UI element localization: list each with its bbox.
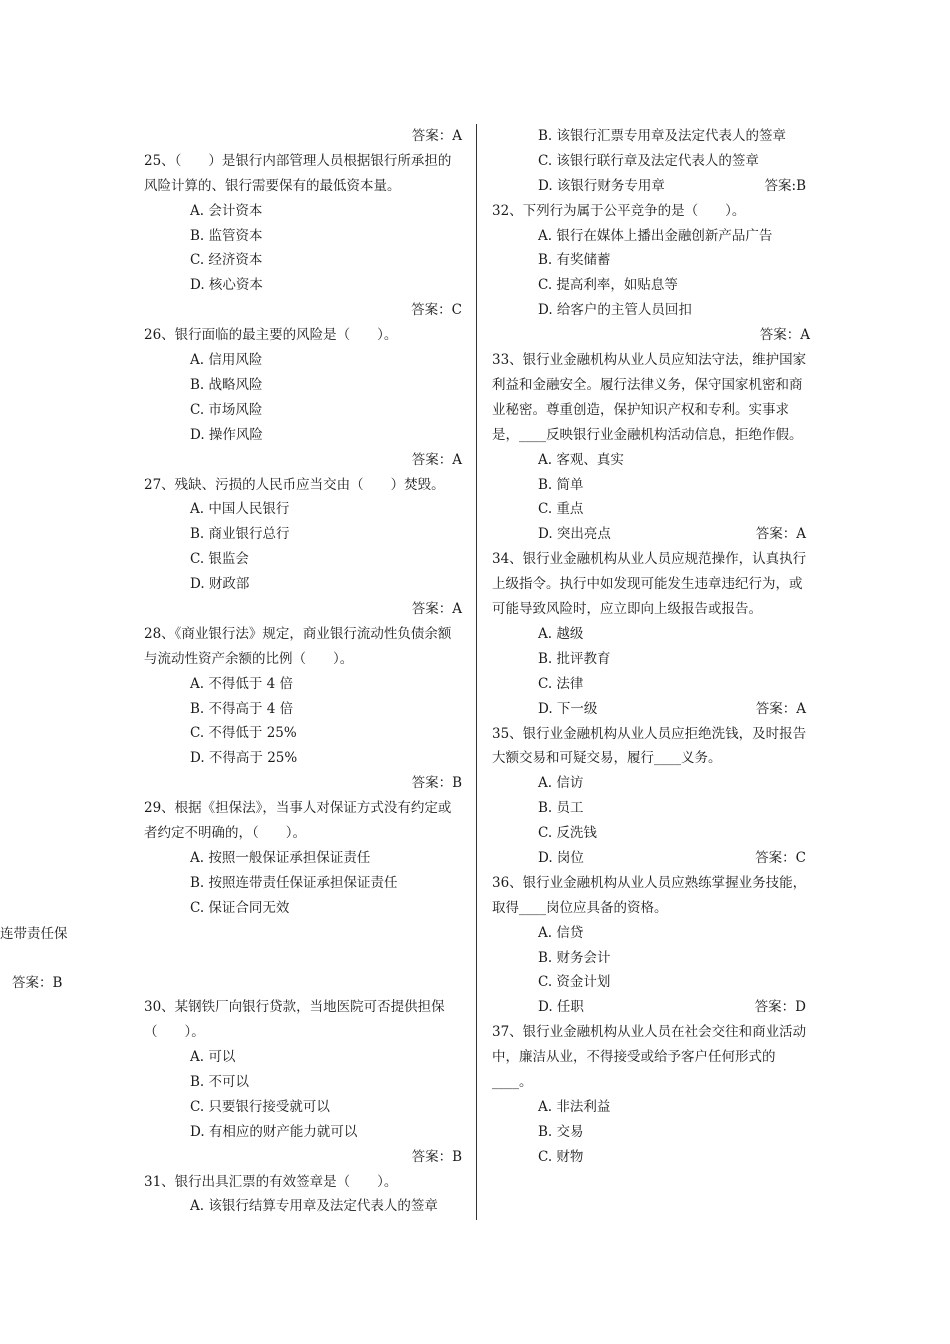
question-label: 26、银行面临的最主要的风险是（ ）。 bbox=[144, 327, 398, 344]
answer-key bbox=[492, 323, 810, 348]
option-label: B. 批评教育 bbox=[538, 650, 611, 667]
option-label: C. 提高利率，如贴息等 bbox=[538, 277, 678, 294]
answer-label: 答案：A bbox=[759, 327, 810, 344]
answer-option bbox=[492, 124, 810, 149]
question-text bbox=[492, 199, 810, 224]
question-text bbox=[492, 1020, 810, 1095]
question-text bbox=[492, 348, 810, 448]
question-label: 31、银行出具汇票的有效签章是（ ）。 bbox=[144, 1173, 398, 1190]
answer-option bbox=[492, 522, 810, 547]
answer-option bbox=[144, 348, 462, 373]
right-column bbox=[492, 124, 810, 1170]
answer-key: 答案：D bbox=[754, 999, 806, 1016]
option-label: C. 反洗钱 bbox=[538, 825, 597, 842]
answer-option bbox=[492, 771, 810, 796]
answer-option bbox=[492, 448, 810, 473]
stray-text-fragment: 连带责任保 bbox=[0, 926, 68, 942]
spacer bbox=[144, 946, 462, 971]
option-label: D. 突出亮点 bbox=[538, 526, 611, 543]
option-label: B. 该银行汇票专用章及法定代表人的签章 bbox=[538, 128, 787, 144]
question-label: 29、根据《担保法》，当事人对保证方式没有约定或者约定不明确的，（ ）。 bbox=[144, 800, 452, 842]
option-label: A. 可以 bbox=[190, 1049, 236, 1066]
answer-key: 答案：C bbox=[755, 849, 806, 866]
answer-key bbox=[144, 124, 462, 149]
option-label: B. 不可以 bbox=[190, 1074, 250, 1090]
option-label: D. 给客户的主管人员回扣 bbox=[538, 302, 692, 319]
question-label: 30、某钢铁厂向银行贷款，当地医院可否提供担保（ ）。 bbox=[144, 999, 445, 1041]
answer-option bbox=[492, 995, 810, 1020]
question-label: 36、银行业金融机构从业人员应熟练掌握业务技能，取得____岗位应具备的资格。 bbox=[492, 874, 807, 916]
answer-key: 答案：A bbox=[755, 526, 806, 543]
answer-option bbox=[492, 1095, 810, 1120]
answer-option bbox=[144, 697, 462, 722]
answer-key: 答案：A bbox=[755, 700, 806, 717]
answer-label: 答案：A bbox=[411, 600, 462, 617]
question-label: 27、残缺、污损的人民币应当交由（ ）焚毁。 bbox=[144, 476, 445, 493]
answer-option bbox=[492, 970, 810, 995]
question-text bbox=[144, 473, 462, 498]
option-label: A. 信贷 bbox=[538, 924, 584, 941]
option-label: B. 不得高于 4 倍 bbox=[190, 700, 294, 717]
option-label: D. 该银行财务专用章 bbox=[538, 177, 665, 194]
answer-key bbox=[144, 597, 462, 622]
answer-key: 答案:B bbox=[764, 177, 806, 194]
answer-option bbox=[144, 273, 462, 298]
answer-option bbox=[144, 871, 462, 896]
answer-option bbox=[144, 672, 462, 697]
answer-option bbox=[492, 697, 810, 722]
question-label: 34、银行业金融机构从业人员应规范操作，认真执行上级指令。执行中如发现可能发生违章违纪行为，或可能导致风险时，应立即向上级报告或报告。 bbox=[492, 551, 807, 618]
answer-option bbox=[144, 547, 462, 572]
answer-option bbox=[492, 647, 810, 672]
answer-label: 答案：B bbox=[411, 775, 462, 792]
question-text bbox=[144, 1170, 462, 1195]
option-label: B. 按照连带责任保证承担保证责任 bbox=[190, 874, 398, 891]
option-label: A. 信访 bbox=[538, 775, 584, 792]
answer-option bbox=[492, 273, 810, 298]
option-label: D. 操作风险 bbox=[190, 426, 263, 443]
answer-option bbox=[144, 224, 462, 249]
answer-option bbox=[492, 224, 810, 249]
option-label: C. 经济资本 bbox=[190, 252, 263, 269]
option-label: C. 只要银行接受就可以 bbox=[190, 1098, 330, 1115]
option-label: A. 按照一般保证承担保证责任 bbox=[190, 849, 371, 866]
option-label: C. 不得低于 25% bbox=[190, 725, 297, 742]
answer-option bbox=[144, 1095, 462, 1120]
option-label: A. 非法利益 bbox=[538, 1098, 611, 1115]
option-label: C. 银监会 bbox=[190, 551, 249, 568]
answer-option bbox=[144, 199, 462, 224]
question-label: 25、（ ）是银行内部管理人员根据银行所承担的风险计算的、银行需要保有的最低资本量。 bbox=[144, 152, 452, 194]
answer-option bbox=[492, 672, 810, 697]
answer-option bbox=[492, 796, 810, 821]
answer-option bbox=[144, 721, 462, 746]
question-text bbox=[144, 995, 462, 1045]
question-text bbox=[492, 722, 810, 772]
left-column bbox=[144, 124, 462, 1219]
option-label: C. 重点 bbox=[538, 501, 584, 518]
option-label: B. 商业银行总行 bbox=[190, 526, 290, 543]
answer-option bbox=[492, 1145, 810, 1170]
answer-option bbox=[492, 497, 810, 522]
option-label: D. 任职 bbox=[538, 999, 584, 1016]
option-label: D. 财政部 bbox=[190, 576, 250, 593]
answer-key bbox=[144, 771, 462, 796]
answer-option bbox=[144, 522, 462, 547]
option-label: D. 岗位 bbox=[538, 849, 584, 866]
answer-option bbox=[144, 1120, 462, 1145]
option-label: B. 有奖储蓄 bbox=[538, 252, 611, 269]
answer-option bbox=[144, 1194, 462, 1219]
option-label: B. 战略风险 bbox=[190, 376, 263, 393]
answer-option bbox=[492, 298, 810, 323]
answer-option bbox=[144, 398, 462, 423]
answer-option bbox=[144, 373, 462, 398]
answer-option bbox=[144, 1070, 462, 1095]
option-label: A. 该银行结算专用章及法定代表人的签章 bbox=[190, 1198, 438, 1215]
option-label: A. 会计资本 bbox=[190, 202, 263, 219]
question-text bbox=[492, 547, 810, 622]
answer-option bbox=[492, 821, 810, 846]
option-label: C. 该银行联行章及法定代表人的签章 bbox=[538, 152, 759, 169]
option-label: B. 交易 bbox=[538, 1123, 584, 1140]
option-label: A. 银行在媒体上播出金融创新产品广告 bbox=[538, 227, 773, 244]
answer-option bbox=[144, 846, 462, 871]
answer-key bbox=[144, 298, 462, 323]
option-label: D. 有相应的财产能力就可以 bbox=[190, 1123, 358, 1140]
question-label: 37、银行业金融机构从业人员在社会交往和商业活动中，廉洁从业，不得接受或给予客户任何形式的____。 bbox=[492, 1024, 807, 1091]
answer-option bbox=[492, 149, 810, 174]
option-label: B. 员工 bbox=[538, 800, 584, 817]
option-label: C. 财物 bbox=[538, 1148, 584, 1165]
answer-option bbox=[144, 423, 462, 448]
answer-option bbox=[492, 248, 810, 273]
question-label: 32、下列行为属于公平竞争的是（ ）。 bbox=[492, 202, 746, 219]
answer-option bbox=[144, 1045, 462, 1070]
option-label: A. 中国人民银行 bbox=[190, 501, 290, 518]
answer-option bbox=[492, 946, 810, 971]
answer-option bbox=[492, 846, 810, 871]
question-label: 33、银行业金融机构从业人员应知法守法，维护国家利益和金融安全。履行法律义务，保守国家机密和商业秘密。尊重创造，保护知识产权和专利。实事求是，____反映银行业金融机构活动信息，拒绝作假。 bbox=[492, 352, 807, 443]
answer-option bbox=[144, 497, 462, 522]
option-label: A. 不得低于 4 倍 bbox=[190, 675, 294, 692]
spacer bbox=[144, 921, 462, 946]
option-label: B. 财务会计 bbox=[538, 949, 611, 966]
answer-label: 答案：A bbox=[411, 128, 462, 144]
stray-answer-fragment: 答案：B bbox=[12, 975, 63, 991]
question-text bbox=[492, 871, 810, 921]
spacer bbox=[144, 970, 462, 995]
answer-option bbox=[492, 473, 810, 498]
option-label: C. 法律 bbox=[538, 675, 584, 692]
answer-option bbox=[144, 248, 462, 273]
answer-option bbox=[144, 896, 462, 921]
option-label: A. 信用风险 bbox=[190, 352, 263, 369]
option-label: B. 监管资本 bbox=[190, 227, 263, 244]
option-label: C. 市场风险 bbox=[190, 401, 263, 418]
option-label: D. 下一级 bbox=[538, 700, 598, 717]
question-label: 28、《商业银行法》规定，商业银行流动性负债余额与流动性资产余额的比例（ ）。 bbox=[144, 625, 452, 667]
answer-option bbox=[492, 622, 810, 647]
answer-label: 答案：A bbox=[411, 451, 462, 468]
column-divider bbox=[476, 124, 477, 1220]
answer-key bbox=[144, 448, 462, 473]
option-label: A. 越级 bbox=[538, 625, 584, 642]
answer-label: 答案：C bbox=[411, 302, 462, 319]
question-text bbox=[144, 796, 462, 846]
answer-key bbox=[144, 1145, 462, 1170]
option-label: D. 不得高于 25% bbox=[190, 750, 298, 767]
option-label: A. 客观、真实 bbox=[538, 451, 624, 468]
answer-option bbox=[492, 174, 810, 199]
question-label: 35、银行业金融机构从业人员应拒绝洗钱，及时报告大额交易和可疑交易，履行____义务。 bbox=[492, 725, 807, 767]
answer-option bbox=[144, 746, 462, 771]
option-label: B. 简单 bbox=[538, 476, 584, 493]
answer-label: 答案：B bbox=[411, 1148, 462, 1165]
option-label: C. 保证合同无效 bbox=[190, 899, 290, 916]
answer-option bbox=[144, 572, 462, 597]
question-text bbox=[144, 622, 462, 672]
question-text bbox=[144, 323, 462, 348]
answer-option bbox=[492, 1120, 810, 1145]
question-text bbox=[144, 149, 462, 199]
option-label: C. 资金计划 bbox=[538, 974, 611, 991]
answer-option bbox=[492, 921, 810, 946]
option-label: D. 核心资本 bbox=[190, 277, 263, 294]
